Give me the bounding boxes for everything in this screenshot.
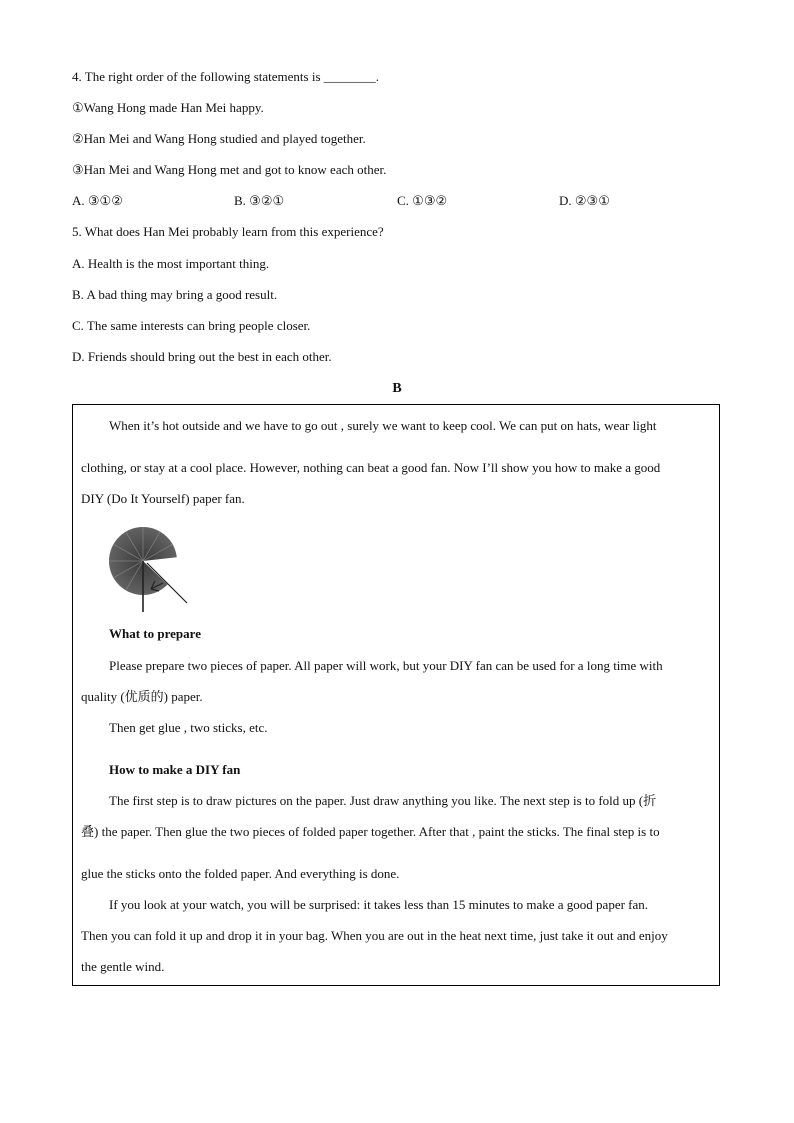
paper-fan-image	[107, 517, 193, 613]
statement-2: ②Han Mei and Wang Hong studied and played together.	[72, 131, 366, 146]
option-b: B. A bad thing may bring a good result.	[72, 287, 278, 302]
option-a: A. ③①②	[72, 193, 123, 208]
section-heading: What to prepare	[109, 626, 201, 641]
passage-line: When it’s hot outside and we have to go out , surely we want to keep cool. We can put on hats, wear light	[109, 418, 657, 433]
question-4-options	[72, 193, 722, 209]
passage-line: quality (优质的) paper.	[81, 689, 203, 704]
question-5-stem: 5. What does Han Mei probably learn from this experience?	[72, 224, 384, 239]
passage-box	[72, 404, 720, 986]
passage-line: If you look at your watch, you will be surprised: it takes less than 15 minutes to make a good paper fan.	[109, 897, 649, 912]
passage-line: the gentle wind.	[81, 959, 165, 974]
option-d: D. ②③①	[559, 193, 610, 208]
passage-line: Please prepare two pieces of paper. All paper will work, but your DIY fan can be used for a long time with	[109, 658, 663, 673]
passage-line: 叠) the paper. Then glue the two pieces of folded paper together. After that , paint the sticks. The final step is to	[81, 824, 660, 839]
option-d: D. Friends should bring out the best in each other.	[72, 349, 332, 364]
passage-line: Then you can fold it up and drop it in your bag. When you are out in the heat next time, just take it out and enjoy	[81, 928, 668, 943]
passage-line: clothing, or stay at a cool place. However, nothing can beat a good fan. Now I’ll show you how to make a good	[81, 460, 661, 475]
statement-1: ①Wang Hong made Han Mei happy.	[72, 100, 264, 115]
section-label: B	[392, 381, 402, 396]
passage-line: Then get glue , two sticks, etc.	[109, 720, 268, 735]
option-a: A. Health is the most important thing.	[72, 256, 270, 271]
option-c: C. The same interests can bring people closer.	[72, 318, 311, 333]
passage-line: glue the sticks onto the folded paper. And everything is done.	[81, 866, 400, 881]
option-c: C. ①③②	[397, 193, 448, 208]
option-b: B. ③②①	[234, 193, 285, 208]
section-heading: How to make a DIY fan	[109, 762, 241, 777]
question-4-stem: 4. The right order of the following statements is ________.	[72, 69, 380, 84]
statement-3: ③Han Mei and Wang Hong met and got to know each other.	[72, 162, 387, 177]
passage-line: The first step is to draw pictures on the paper. Just draw anything you like. The next step is to fold up (折	[109, 793, 657, 808]
passage-line: DIY (Do It Yourself) paper fan.	[81, 491, 245, 506]
